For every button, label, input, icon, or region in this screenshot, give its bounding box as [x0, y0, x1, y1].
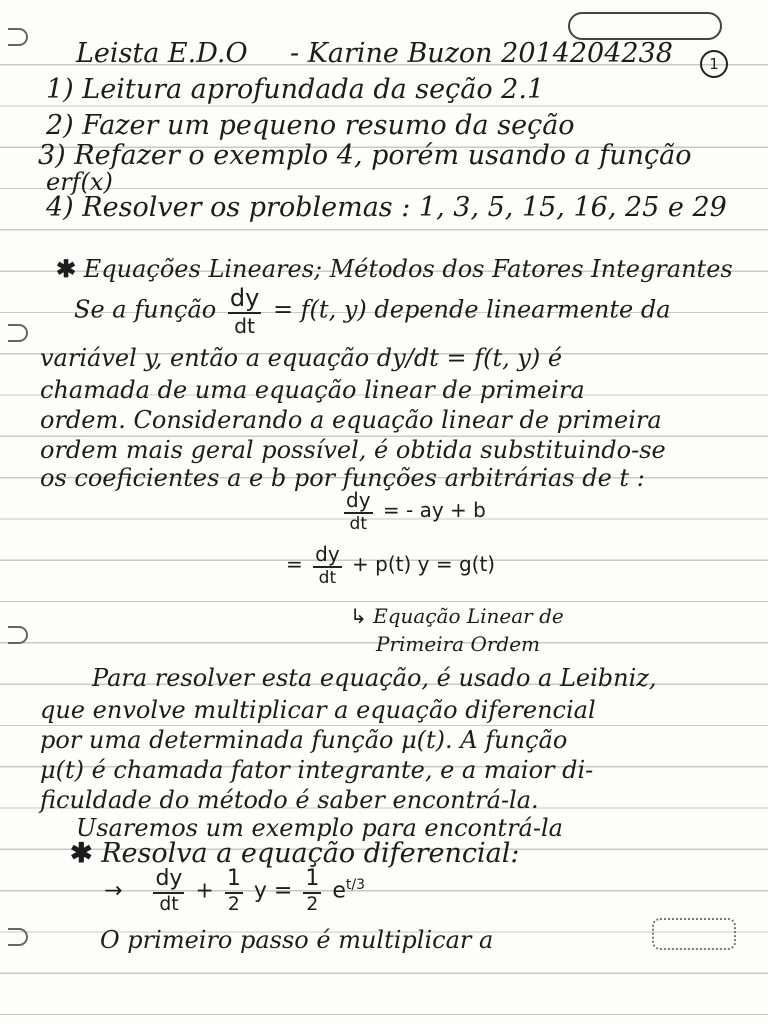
task-item: 4) Resolver os problemas : 1, 3, 5, 15, 16, 25 e 29 [46, 192, 727, 223]
fraction-denominator: dt [318, 568, 337, 588]
equation-operator: + [195, 878, 214, 904]
fraction-numerator: dy [229, 284, 260, 312]
binder-hole [8, 324, 28, 342]
exponent: t/3 [345, 877, 365, 894]
paragraph-text: Se a função [74, 295, 217, 324]
paragraph-line: O primeiro passo é multiplicar a [100, 926, 494, 954]
page-title: Leista E.D.O [76, 38, 248, 69]
task-item: erf(x) [46, 168, 113, 196]
equation-annotation: Primeira Ordem [376, 632, 541, 656]
paragraph-line [74, 286, 768, 336]
fraction [228, 286, 261, 336]
paragraph-line: por uma determinada função μ(t). A função [40, 726, 568, 754]
example-equation [104, 868, 768, 915]
equation [286, 544, 768, 587]
paragraph-text: = f(t, y) depende linearmente da [272, 295, 671, 324]
fraction [344, 490, 373, 533]
fraction [225, 868, 243, 915]
exponential-base: e [332, 878, 346, 904]
task-item: 3) Refazer o exemplo 4, porém usando a função [38, 140, 692, 171]
paragraph-line: Para resolver esta equação, é usado a Leibniz, [92, 664, 657, 692]
section-heading-text: Equações Lineares; Métodos dos Fatores Integrantes [83, 255, 733, 283]
fraction-numerator: 1 [303, 868, 321, 894]
arrow-icon: → [104, 878, 123, 904]
equation-rhs: + p(t) y = g(t) [352, 552, 496, 576]
paragraph-line: variável y, então a equação dy/dt = f(t, y) é [40, 344, 563, 372]
binder-hole [8, 928, 28, 946]
paragraph-line: chamada de uma equação linear de primeira [40, 376, 585, 404]
fraction [153, 868, 184, 915]
fraction-numerator: dy [346, 488, 371, 512]
annotation-text: Equação Linear de [373, 604, 564, 628]
task-item: 2) Fazer um pequeno resumo da seção [46, 110, 575, 141]
fraction-denominator: dt [159, 894, 179, 915]
star-icon: ✱ [56, 254, 77, 283]
paragraph-line: os coeficientes a e b por funções arbitrárias de t : [40, 464, 645, 492]
notebook-date-field [568, 12, 722, 40]
fraction-numerator: dy [315, 542, 340, 566]
fraction-denominator: dt [349, 514, 367, 534]
page-number: 1 [700, 50, 728, 78]
equation-rhs: = - ay + b [382, 498, 486, 522]
fraction-denominator: 2 [306, 894, 319, 915]
equation-text: y = [253, 878, 293, 904]
fraction-denominator: dt [234, 314, 256, 338]
paragraph-line: ficuldade do método é saber encontrá-la. [40, 786, 539, 814]
equation [340, 490, 768, 533]
fraction-denominator: 2 [227, 894, 240, 915]
paragraph-line: Usaremos um exemplo para encontrá-la [76, 814, 563, 842]
binder-hole [8, 28, 28, 46]
paragraph-line: ordem. Considerando a equação linear de primeira [40, 406, 662, 434]
fraction [303, 868, 321, 915]
equation-annotation [350, 604, 768, 628]
example-heading-text: Resolva a equação diferencial: [101, 838, 520, 869]
task-item: 1) Leitura aprofundada da seção 2.1 [46, 74, 545, 105]
star-icon: ✱ [70, 838, 93, 869]
fraction [313, 544, 342, 587]
fraction-numerator: 1 [225, 868, 243, 894]
paragraph-line: μ(t) é chamada fator integrante, e a maior di- [40, 756, 594, 784]
equation-prefix: = [286, 552, 303, 576]
section-heading [56, 254, 768, 283]
fraction-numerator: dy [153, 868, 184, 894]
paragraph-line: que envolve multiplicar a equação diferencial [40, 696, 596, 724]
paragraph-line: ordem mais geral possível, é obtida substituindo-se [40, 436, 666, 464]
arrow-icon: ↳ [350, 604, 367, 628]
author-line: - Karine Buzon 2014204238 [290, 38, 673, 69]
example-heading [70, 838, 768, 869]
binder-hole [8, 626, 28, 644]
